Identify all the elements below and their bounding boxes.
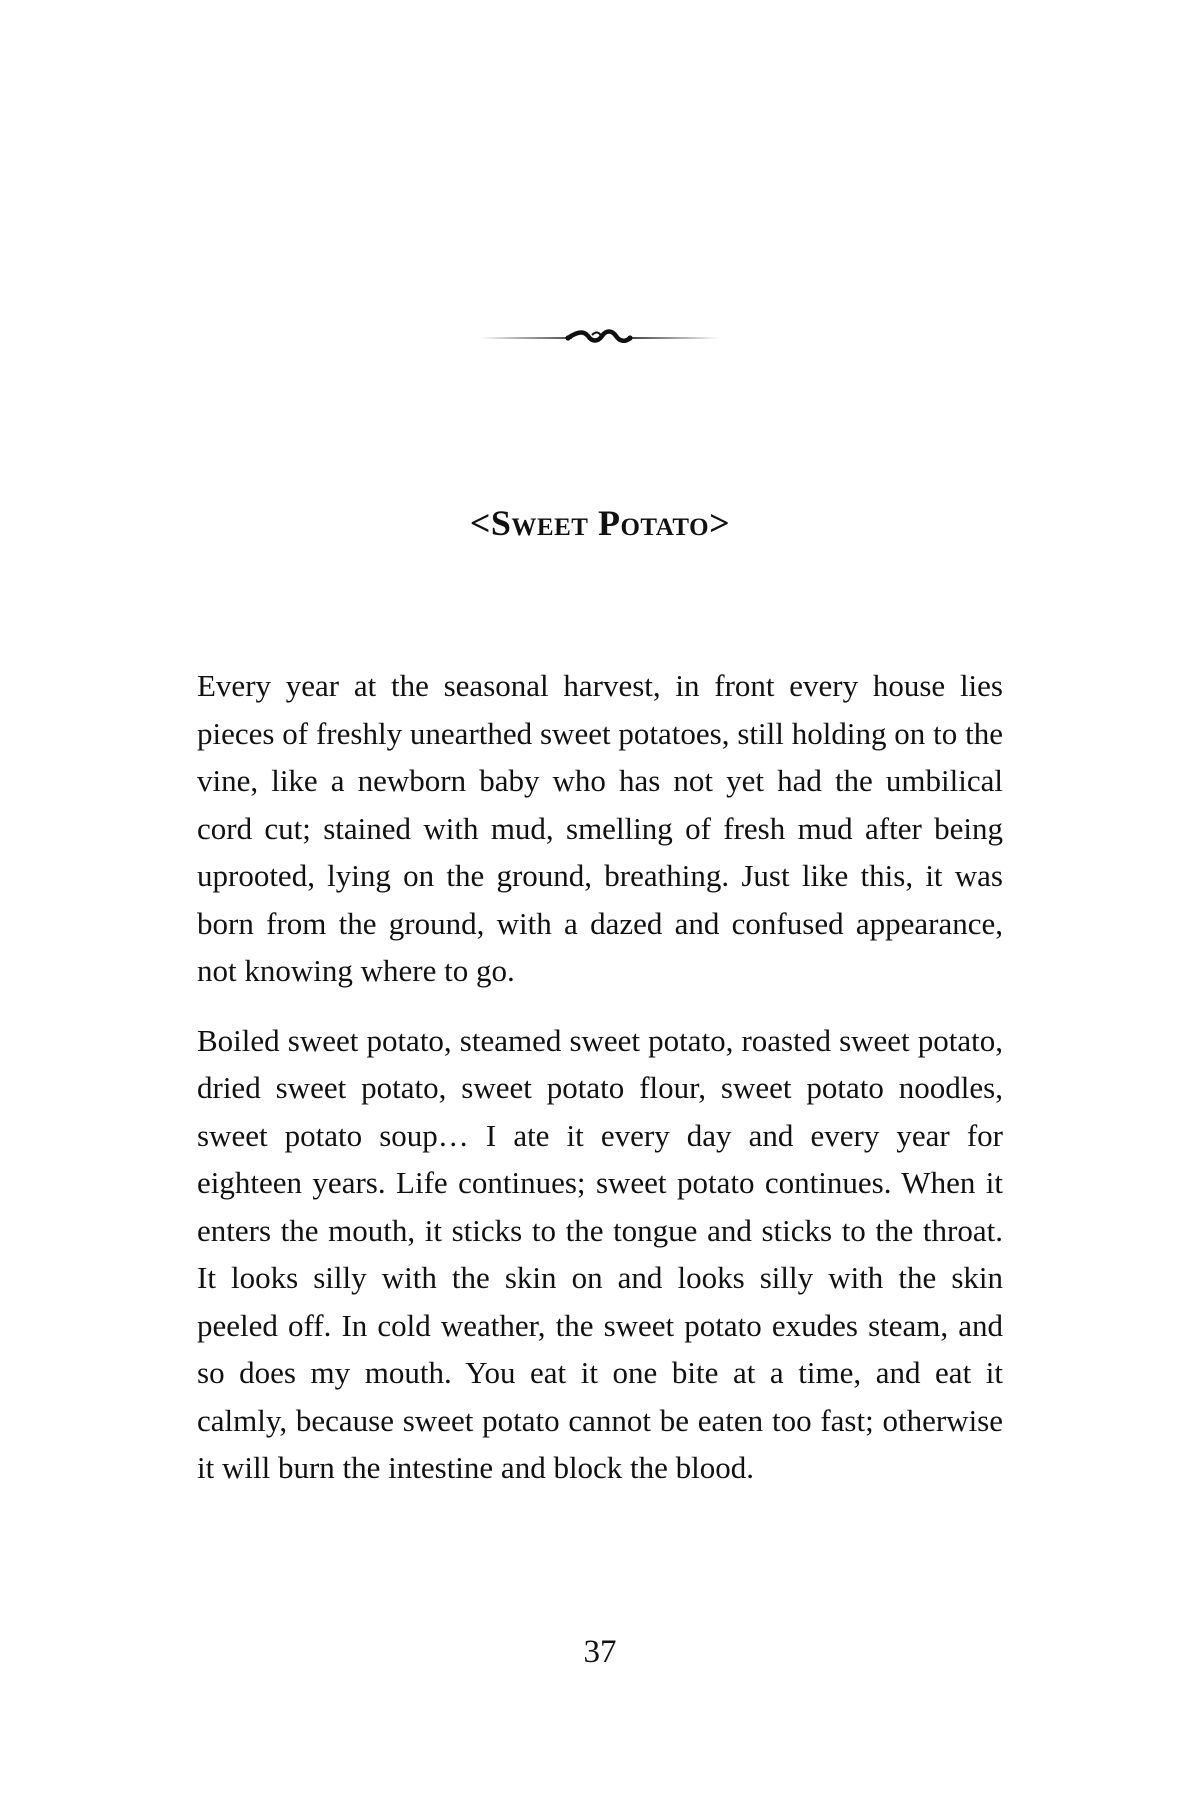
page-number: 37 <box>583 1634 617 1670</box>
body-text <box>197 662 1003 1492</box>
chapter-title: <Sweet Potato> <box>469 503 731 543</box>
flourish-divider-icon <box>480 322 720 352</box>
paragraph-1: Every year at the seasonal harvest, in front every house lies pieces of freshly unearthed sweet potatoes, still holding on to the vine, like a newborn baby who has not yet had the umbilical cord cut; stained with mud, smelling of fresh mud after being uprooted, lying on the ground, breathing. Just like this, it was born from the ground, with a dazed and confused appearance, not knowing where to go. <box>197 668 1003 988</box>
paragraph-2: Boiled sweet potato, steamed sweet potato, roasted sweet potato, dried sweet potato, sweet potato flour, sweet potato noodles, sweet potato soup… I ate it every day and every year for eighteen years. Life continues; sweet potato continues. When it enters the mouth, it sticks to the tongue and sticks to the throat. It looks silly with the skin on and looks silly with the skin peeled off. In cold weather, the sweet potato exudes steam, and so does my mouth. You eat it one bite at a time, and eat it calmly, because sweet potato cannot be eaten too fast; otherwise it will burn the intestine and block the blood. <box>197 1022 1003 1485</box>
